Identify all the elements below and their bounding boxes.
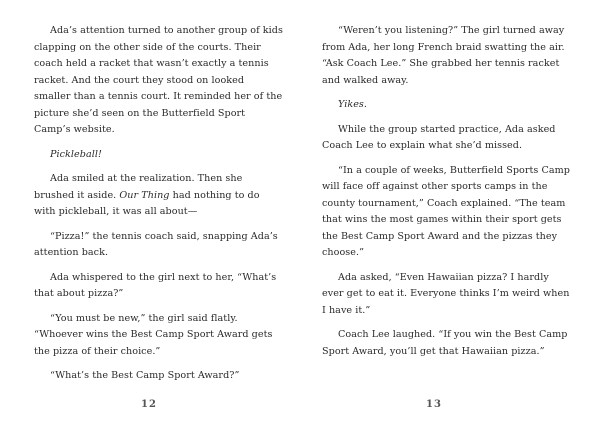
right-page xyxy=(322,23,571,368)
paragraph: Ada whispered to the girl next to her, “What’s that about pizza?” xyxy=(34,271,277,299)
paragraph: “You must be new,” the girl said flatly. “Whoever wins the Best Camp Sport Award gets the pizza of their choice.” xyxy=(34,312,273,357)
paragraph xyxy=(34,147,283,164)
paragraph: “Pizza!” the tennis coach said, snapping Ada’s attention back. xyxy=(34,230,278,258)
paragraph: “Weren’t you listening?” The girl turned away from Ada, her long French braid swatting the air. “Ask Coach Lee.” She grabbed her tennis racket and walked away. xyxy=(322,25,565,86)
paragraph-text: Ada smiled at the realization. Then she brushed it aside. xyxy=(34,173,243,201)
page-number-left: 12 xyxy=(141,399,157,410)
paragraph: “In a couple of weeks, Butterfield Sports Camp will face off against other sports camps in the county tournament,” Coach explained. “The team that wins the most games within their sport gets the Best Camp Sport Award and the pizzas they choose.” xyxy=(322,164,570,258)
paragraph xyxy=(34,171,283,221)
paragraph-text: had nothing to do with pickleball, it was all about— xyxy=(34,189,260,217)
italic-text: Pickleball! xyxy=(50,148,102,160)
paragraph: “What’s the Best Camp Sport Award?” xyxy=(50,370,240,381)
page-number-right: 13 xyxy=(426,399,442,410)
paragraph: While the group started practice, Ada asked Coach Lee to explain what she’d missed. xyxy=(322,123,556,151)
paragraph: Coach Lee laughed. “If you win the Best Camp Sport Award, you’ll get that Hawaiian pizza.” xyxy=(322,329,568,357)
left-page xyxy=(34,23,283,393)
italic-text: Our Thing xyxy=(119,189,170,201)
paragraph: Ada’s attention turned to another group of kids clapping on the other side of the courts. Their coach held a racket that wasn’t exactly a tennis racket. And the court they stood on looked smaller than a tennis court. It reminded her of the picture she’d seen on the Butterfield Sport Camp’s website. xyxy=(34,25,283,135)
paragraph xyxy=(322,97,571,114)
paragraph: Ada asked, “Even Hawaiian pizza? I hardly ever get to eat it. Everyone thinks I’m weird when I have it.” xyxy=(322,271,570,316)
italic-text: Yikes. xyxy=(338,99,367,110)
